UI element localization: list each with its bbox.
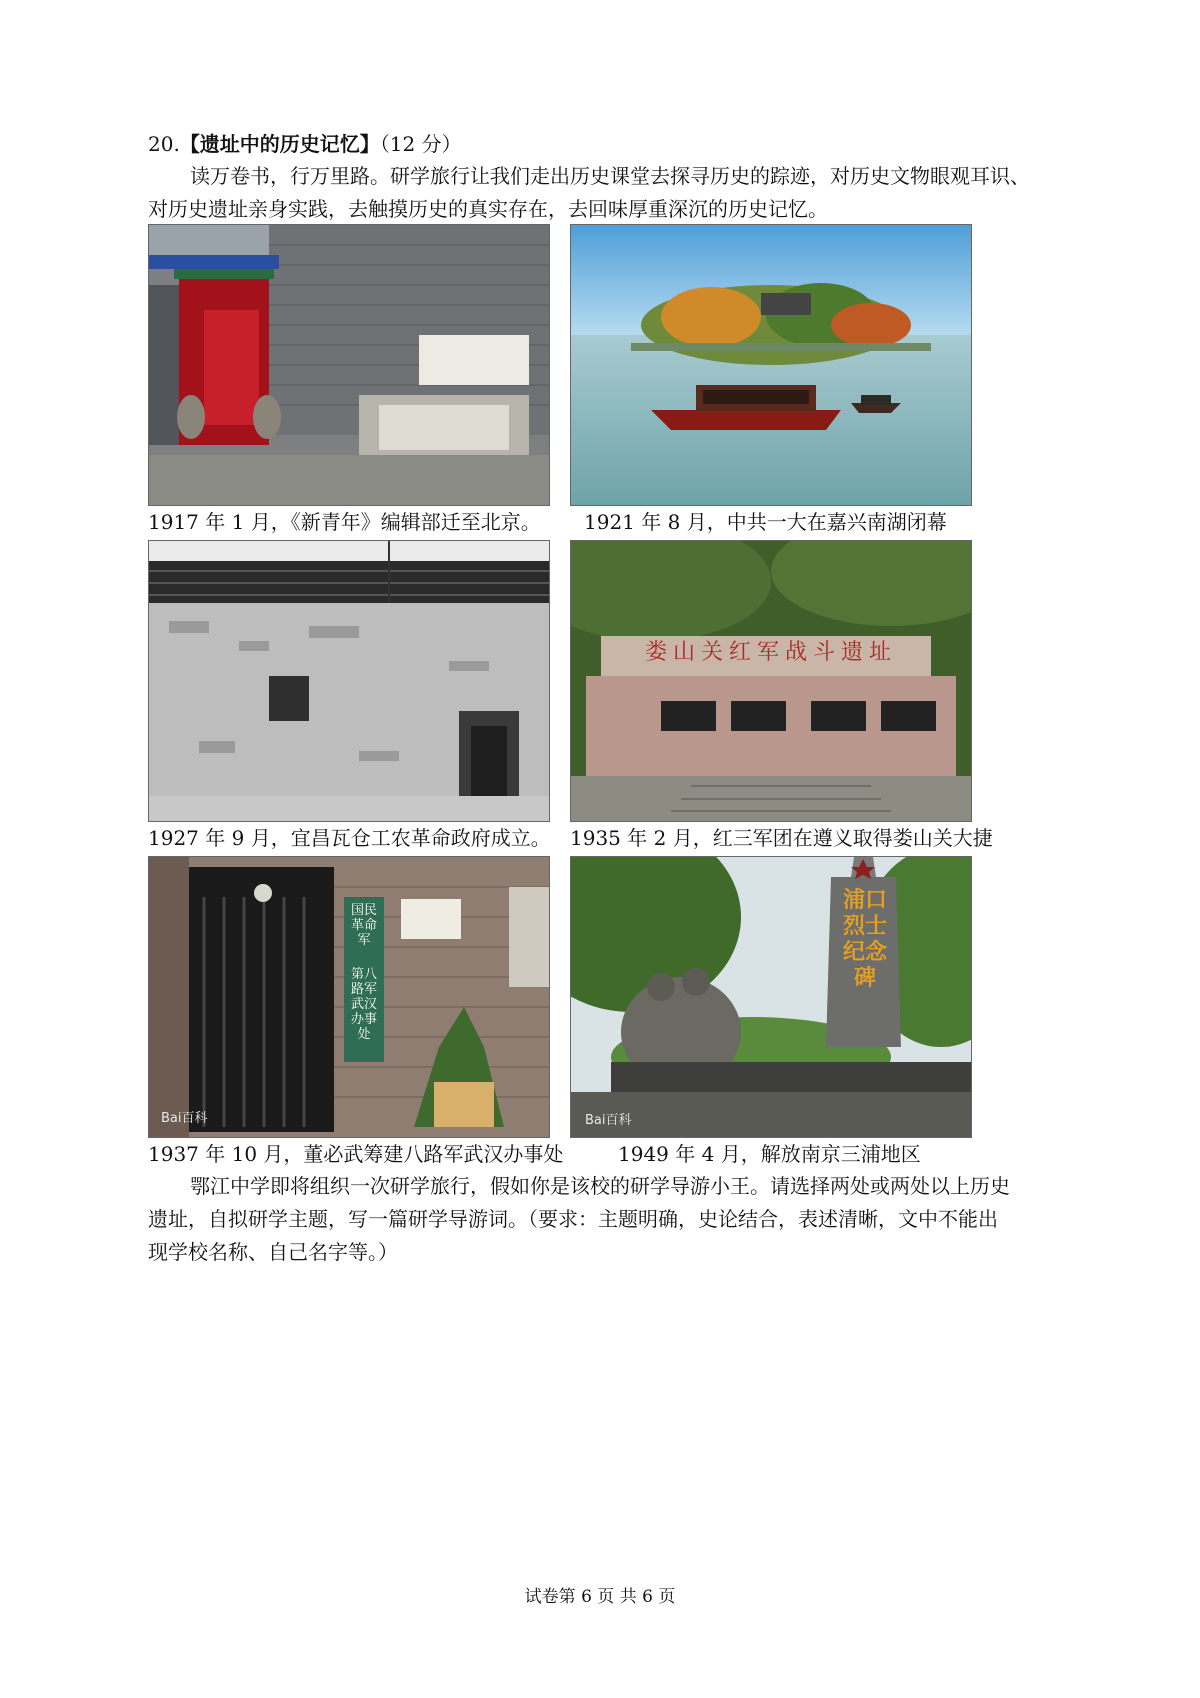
courtyard-gate-photo: [148, 224, 550, 506]
monument-inscription: 浦口烈士纪念碑: [842, 887, 887, 991]
office-sign-line-1: 国民革命军: [350, 903, 377, 948]
baike-watermark: Bai百科: [585, 1113, 632, 1128]
photo-caption: 1927 年 9 月，宜昌瓦仓工农革命政府成立。: [148, 826, 551, 850]
task-line-2: 遗址，自拟研学主题，写一篇研学导游词。（要求：主题明确，史论结合，表述清晰，文中不能出: [148, 1207, 998, 1231]
eighth-route-army-office-photo: [148, 856, 550, 1138]
loushan-sign-text: 娄山关红军战斗遗址: [644, 640, 897, 665]
baike-watermark: Bai百科: [161, 1111, 208, 1126]
page-footer: 试卷第 6 页 共 6 页: [524, 1587, 676, 1607]
intro-line-2: 对历史遗址亲身实践，去触摸历史的真实存在，去回味厚重深沉的历史记忆。: [148, 197, 828, 221]
task-paragraph: [148, 1170, 1058, 1269]
task-line-1: 鄂江中学即将组织一次研学旅行，假如你是该校的研学导游小王。请选择两处或两处以上历史: [190, 1174, 1010, 1198]
red-boat-lake-photo: [570, 224, 972, 506]
loushan-pass-memorial-photo: [570, 540, 972, 822]
photo-caption: 1921 年 8 月，中共一大在嘉兴南湖闭幕: [584, 510, 947, 534]
pukou-martyrs-monument-photo: [570, 856, 972, 1138]
photo-caption: 1917 年 1 月，《新青年》编辑部迁至北京。: [148, 510, 541, 534]
intro-line-1: 读万卷书，行万里路。研学旅行让我们走出历史课堂去探寻历史的踪迹，对历史文物眼观耳识、: [190, 164, 1030, 188]
question-score: （12 分）: [379, 132, 462, 156]
question-number: 20.: [148, 132, 180, 156]
question-title: [148, 128, 462, 160]
old-house-photo: [148, 540, 550, 822]
photo-caption: 1937 年 10 月，董必武筹建八路军武汉办事处: [148, 1142, 564, 1166]
question-heading: 【遗址中的历史记忆】: [179, 132, 380, 156]
photo-caption: 1935 年 2 月，红三军团在遵义取得娄山关大捷: [570, 826, 993, 850]
intro-paragraph: [148, 160, 1058, 226]
photo-caption: 1949 年 4 月，解放南京三浦地区: [618, 1142, 921, 1166]
task-line-3: 现学校名称、自己名字等。）: [148, 1240, 398, 1264]
office-sign-line-2: 第八路军武汉办事处: [350, 967, 377, 1042]
